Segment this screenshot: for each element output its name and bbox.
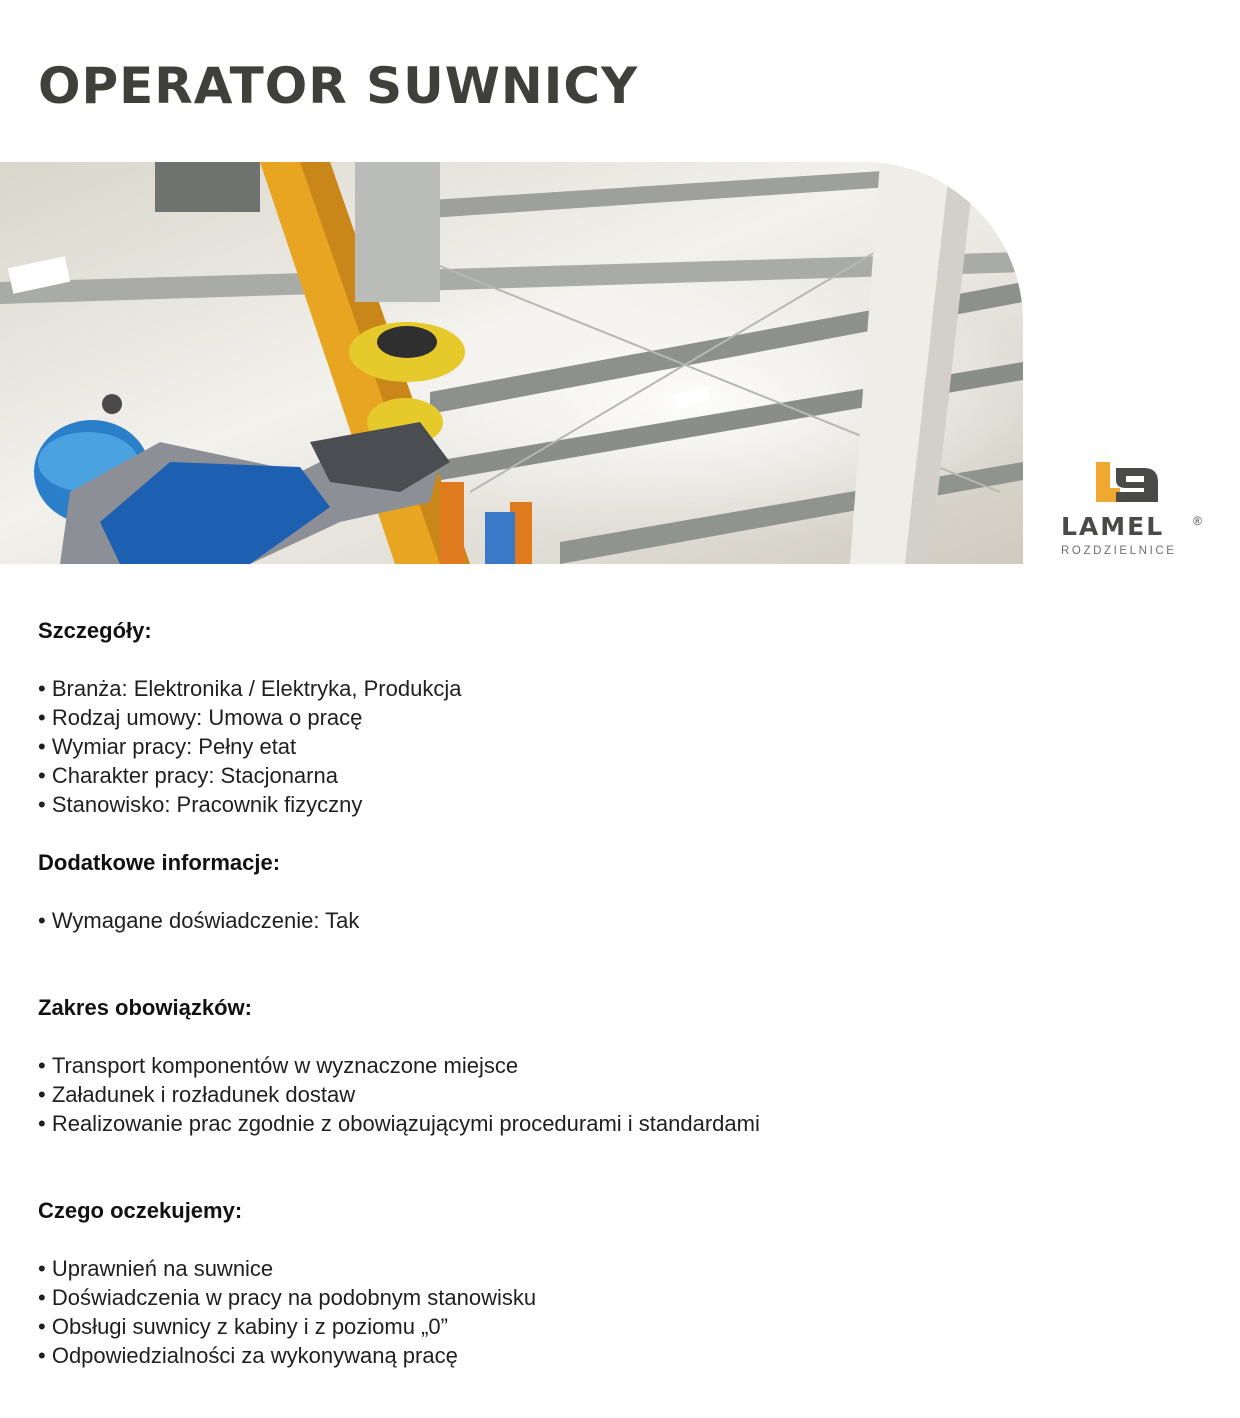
list-item: • Obsługi suwnicy z kabiny i z poziomu „0” [38, 1312, 1198, 1341]
list-item: • Doświadczenia w pracy na podobnym stanowisku [38, 1283, 1198, 1312]
section-heading-details: Szczegóły: [38, 618, 152, 643]
list-item: • Wymiar pracy: Pełny etat [38, 732, 1198, 761]
list-item: • Odpowiedzialności za wykonywaną pracę [38, 1341, 1198, 1370]
lamel-logo-mark-icon [1096, 462, 1158, 502]
duties-list [38, 1051, 1198, 1138]
hero-image [0, 162, 1023, 564]
section-heading-duties: Zakres obowiązków: [38, 995, 252, 1020]
additional-list [38, 906, 1198, 935]
list-item: • Wymagane doświadczenie: Tak [38, 906, 1198, 935]
list-item: • Załadunek i rozładunek dostaw [38, 1080, 1198, 1109]
section-heading-expectations: Czego oczekujemy: [38, 1198, 243, 1223]
list-item: • Rodzaj umowy: Umowa o pracę [38, 703, 1198, 732]
list-item: • Charakter pracy: Stacjonarna [38, 761, 1198, 790]
list-item: • Stanowisko: Pracownik fizyczny [38, 790, 1198, 819]
expectations-list [38, 1254, 1198, 1370]
job-details [38, 616, 1198, 1370]
logo-subtitle: ROZDZIELNICE [1061, 545, 1177, 557]
list-item: • Uprawnień na suwnice [38, 1254, 1198, 1283]
section-heading-additional: Dodatkowe informacje: [38, 850, 281, 875]
logo-wordmark: LAMEL [1061, 512, 1165, 541]
list-item: • Branża: Elektronika / Elektryka, Produkcja [38, 674, 1198, 703]
crane-operator-photo [0, 162, 1023, 564]
list-item: • Transport komponentów w wyznaczone miejsce [38, 1051, 1198, 1080]
details-list [38, 674, 1198, 819]
page-title: OPERATOR SUWNICY [38, 57, 639, 115]
list-item: • Realizowanie prac zgodnie z obowiązującymi procedurami i standardami [38, 1109, 1198, 1138]
lamel-logo [1058, 462, 1208, 562]
registered-mark: ® [1193, 514, 1202, 528]
